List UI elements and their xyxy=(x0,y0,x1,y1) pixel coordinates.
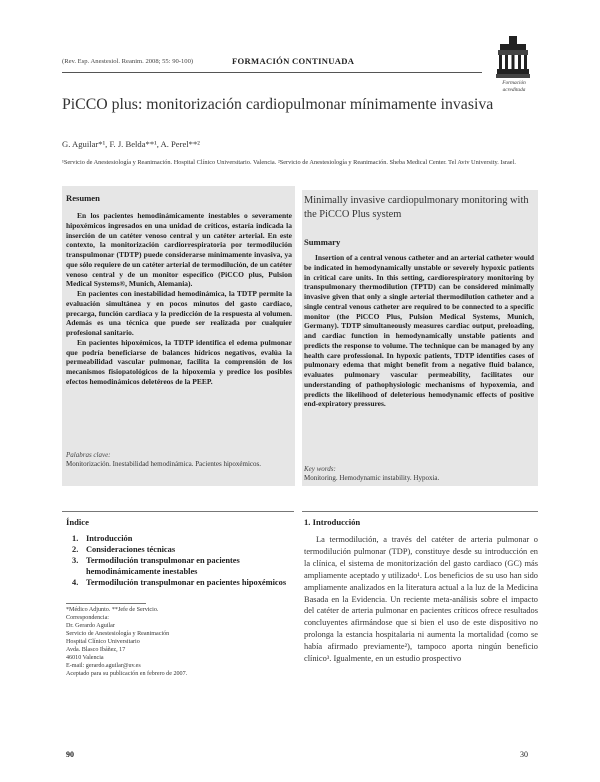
key-words-label: Key words: xyxy=(304,465,336,473)
correspondence-email: E-mail: gerardo.aguilar@uv.es xyxy=(66,663,141,670)
correspondence-line: 46010 Valencia xyxy=(66,655,104,662)
article-title: PiCCO plus: monitorización cardiopulmonar mínimamente invasiva xyxy=(62,96,494,113)
page-number-left: 90 xyxy=(66,750,74,759)
summary-heading: Summary xyxy=(304,237,341,247)
correspondence-line: Servicio de Anestesiología y Reanimación xyxy=(66,631,170,638)
section-label: FORMACIÓN CONTINUADA xyxy=(232,56,355,66)
toc-item-number: 1. xyxy=(72,534,79,543)
palabras-clave-text: Monitorización. Inestabilidad hemodinámica. Pacientes hipoxémicos. xyxy=(66,460,261,468)
table-of-contents xyxy=(72,533,292,588)
article-authors: G. Aguilar*¹, F. J. Belda**¹, A. Perel**² xyxy=(62,139,200,149)
summary-body xyxy=(304,253,534,409)
acceptance-note: Aceptado para su publicación en febrero de 2007. xyxy=(66,671,188,678)
key-words-text: Monitoring. Hemodynamic instability. Hypoxia. xyxy=(304,474,440,482)
footnote-divider xyxy=(66,603,146,604)
resumen-paragraph: En pacientes con inestabilidad hemodinámica, la TDTP permite la evaluación simultánea y en pocos minutos del gasto cardiaco, precarga, función cardiaca y la predicción de la respuesta al volumen. Además es una técnica que puede ser realizada por cualquier profesional sanitario. xyxy=(66,289,292,337)
introduccion-paragraph: La termodilución, a través del catéter de arteria pulmonar o termodilución pulmonar (TDP), constituye desde su introducción en la clínica, el sistema de monitorización del gasto cardiaco (GC) más ampliamente aceptado y utilizado¹. Los beneficios de su uso han sido ampliamente analizados en la literatura actual a la luz de la Medicina Basada en la Evidencia. Un reciente meta-análisis sobre el impacto del catéter de arteria pulmonar en pacientes críticos ofrece resultados concluyentes afirmándose que si bien el uso de este dispositivo no prolonga la estancia hospitalaria ni aumenta la mortalidad (como se había afirmado previamente²), tampoco aporta ningún beneficio clínico³. Igualmente, en un estudio prospectivo xyxy=(304,535,538,664)
journal-reference: (Rev. Esp. Anestesiol. Reanim. 2008; 55: 90-100) xyxy=(62,58,194,65)
toc-item xyxy=(72,533,292,544)
toc-item-number: 2. xyxy=(72,545,79,554)
summary-paragraph: Insertion of a central venous catheter and an arterial catheter would be indicated in hemodynamically unstable or severely hypoxic patients in critical care units. In this setting, cardiorespiratory monitoring by transpulmonary thermodilution (TPTD) can be considered minimally invasive given that only a single arterial thermodilution catheter and a single central venous catheter are required to be connected to a specific monitor (the PiCCO Plus, Pulsion Medical Systems, Munich, Germany). TDTP simultaneously measures cardiac output, preloading, and cardiac function in hemodynamically unstable patients and predicts the response to volume. The technique can be managed by any health care professional. In hypoxic patients, TDTP identifies cases of pulmonary edema that might benefit from a negative fluid balance, evaluates pulmonary vascular permeability, facilitates our understanding of pathophysiologic mechanisms of hypoxemia, and predicts the likelihood of deleterious hemodynamic effects of positive end-expiratory pressures. xyxy=(304,253,534,409)
toc-item-label: Termodilución transpulmonar en pacientes hipoxémicos xyxy=(86,578,287,587)
resumen-body xyxy=(66,211,292,387)
toc-item-label: Termodilución transpulmonar en pacientes hemodinámicamente inestables xyxy=(86,556,240,576)
toc-item xyxy=(72,555,292,577)
resumen-paragraph: En los pacientes hemodinámicamente inestables o severamente hipoxémicos ingresados en una unidad de críticos, estaría indicada la inserción de un catéter venoso central y un catéter arterial. En este contexto, la monitorización cardiorrespiratoria por termodilución transpulmonar (TDTP) puede considerarse mínimamente invasiva, ya que sólo requiere de un catéter arterial de termodilución, de un catéter venoso central y de un monitor específico (PiCCO plus, Pulsion Medical Systems®, Munich, Alemania). xyxy=(66,211,292,289)
left-column-divider xyxy=(62,511,294,512)
header-divider xyxy=(62,72,482,73)
introduccion-body xyxy=(304,534,538,665)
toc-item-number: 4. xyxy=(72,578,79,587)
indice-heading: Índice xyxy=(66,517,89,527)
introduccion-heading: 1. Introducción xyxy=(304,517,361,527)
resumen-paragraph: En pacientes hipoxémicos, la TDTP identifica el edema pulmonar que podría beneficiarse de balances hídricos negativos, evalúa la permeabilidad vascular pulmonar, facilita la comprensión de los mecanismos fisiopatológicos de la hipoxemia y predice los posibles efectos hemodinámicos deletéreos de la PEEP. xyxy=(66,337,292,386)
toc-item xyxy=(72,544,292,555)
logo-caption: Formación acreditada xyxy=(502,80,526,93)
palabras-clave-label: Palabras clave: xyxy=(66,451,111,459)
correspondence-line: Dr. Gerardo Aguilar xyxy=(66,623,115,630)
correspondence-line: Avda. Blasco Ibáñez, 17 xyxy=(66,647,126,654)
resumen-heading: Resumen xyxy=(66,193,100,203)
toc-item xyxy=(72,577,292,588)
toc-item-label: Introducción xyxy=(86,534,133,543)
page-number-right: 30 xyxy=(520,750,528,759)
right-column-divider xyxy=(302,511,538,512)
toc-item-number: 3. xyxy=(72,556,79,565)
english-title: Minimally invasive cardiopulmonary monitoring with the PiCCO Plus system xyxy=(304,195,529,220)
correspondence-label: Correspondencia: xyxy=(66,615,109,622)
correspondence-line: Hospital Clínico Universitario xyxy=(66,639,140,646)
toc-item-label: Consideraciones técnicas xyxy=(86,545,176,554)
footnote xyxy=(66,606,292,678)
footnote-roles: *Médico Adjunto. **Jefe de Servicio. xyxy=(66,607,159,613)
author-affiliations: ¹Servicio de Anestesiología y Reanimación. Hospital Clínico Universitario. Valencia. ²Servicio de Anestesiología y Reanimación. Sheba Medical Center. Tel Aviv University. Israel. xyxy=(62,159,516,166)
accreditation-logo-icon xyxy=(496,34,530,80)
